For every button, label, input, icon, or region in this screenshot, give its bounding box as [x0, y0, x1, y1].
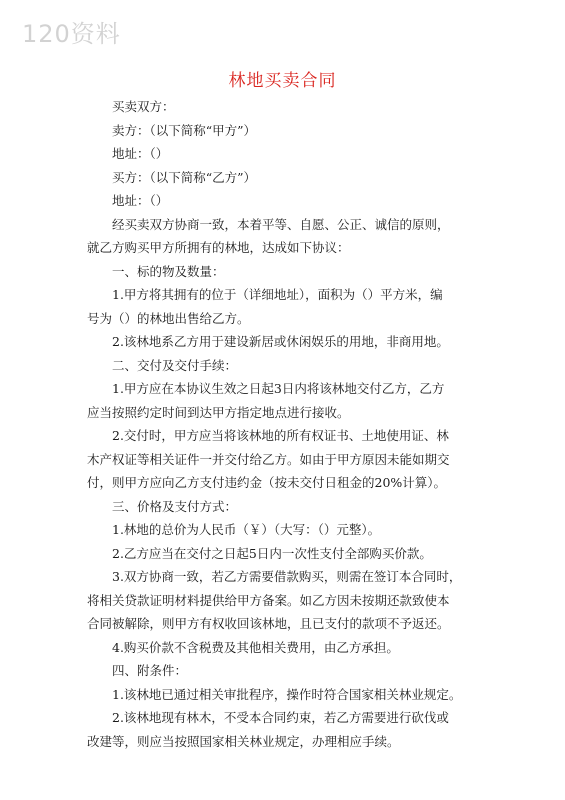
paragraph-line: 木产权证等相关证件一并交付给乙方。如由于甲方原因未能如期交	[87, 451, 450, 467]
paragraph-line: 1.甲方将其拥有的位于（详细地址），面积为（）平方米，编	[112, 287, 443, 302]
paragraph-line: 改建等，则应当按照国家相关林业规定，办理相应手续。	[87, 733, 400, 749]
paragraph-line: 1.该林地已通过相关审批程序，操作时符合国家相关林业规定。	[112, 686, 462, 702]
paragraph-line: 买卖双方：	[112, 99, 175, 114]
section-heading: 四、附条件：	[112, 663, 188, 678]
paragraph-line: 4.购买价款不含税费及其他相关费用，由乙方承担。	[112, 639, 399, 655]
paragraph-line: 卖方：（以下简称“甲方”）	[112, 122, 257, 138]
paragraph-line: 地址：（）	[112, 146, 169, 161]
paragraph-line: 2.该林地系乙方用于建设新居或休闲娱乐的用地，非商用地。	[112, 334, 449, 349]
paragraph-line: 1.甲方应在本协议生效之日起3日内将该林地交付乙方，乙方	[112, 381, 445, 396]
section-heading: 一、标的物及数量：	[112, 263, 225, 279]
section-heading: 二、交付及交付手续：	[112, 357, 238, 373]
watermark-logo: 120资料	[22, 20, 121, 48]
paragraph-line: 经买卖双方协商一致，本着平等、自愿、公正、诚信的原则，	[112, 216, 450, 232]
document-body	[87, 95, 482, 753]
paragraph-line: 买方：（以下简称“乙方”）	[112, 169, 257, 185]
paragraph-line: 付，则甲方应向乙方支付违约金（按未交付日租金的20%计算）。	[87, 475, 447, 490]
paragraph-line: 地址：（）	[112, 193, 169, 208]
paragraph-line: 应当按照约定时间到达甲方指定地点进行接收。	[87, 404, 350, 420]
paragraph-line: 2.该林地现有林木，不受本合同约束，若乙方需要进行砍伐或	[112, 710, 449, 725]
paragraph-line: 3.双方协商一致，若乙方需要借款购买，则需在签订本合同时，	[112, 569, 462, 584]
paragraph-line: 1.林地的总价为人民币（￥）（大写：（）元整）。	[112, 522, 381, 537]
paragraph-line: 2.交付时，甲方应当将该林地的所有权证书、土地使用证、林	[112, 428, 449, 443]
paragraph-line: 号为（）的林地出售给乙方。	[87, 310, 250, 326]
paragraph-line: 就乙方购买甲方所拥有的林地，达成如下协议：	[87, 240, 350, 255]
document-title: 林地买卖合同	[228, 71, 337, 91]
paragraph-line: 合同被解除，则甲方有权收回该林地，且已支付的款项不予返还。	[87, 616, 450, 631]
paragraph-line: 2.乙方应当在交付之日起5日内一次性支付全部购买价款。	[112, 545, 432, 561]
section-heading: 三、价格及支付方式：	[112, 498, 238, 514]
paragraph-line: 将相关贷款证明材料提供给甲方备案。如乙方因未按期还款致使本	[87, 592, 450, 608]
